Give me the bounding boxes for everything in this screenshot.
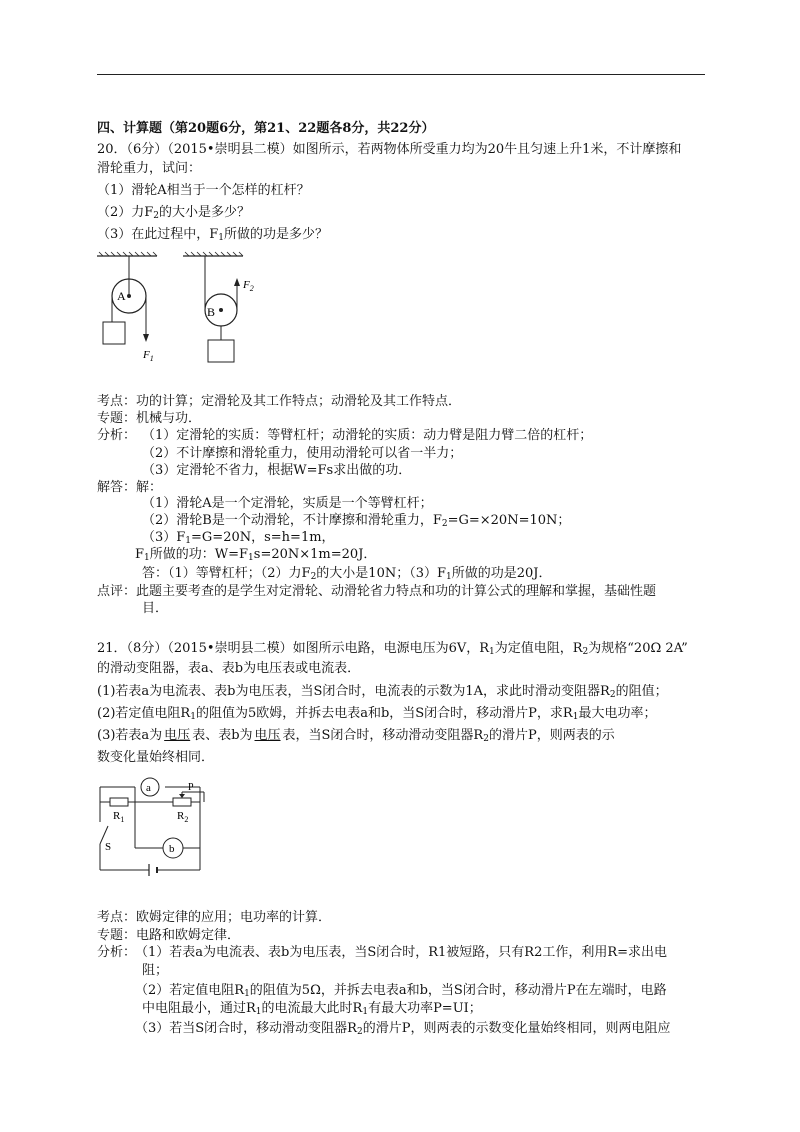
section-title: 四、计算题（第20题6分，第21、22题各8分，共22分） <box>97 121 435 136</box>
q20-kaodian: 考点：功的计算；定滑轮及其工作特点；动滑轮及其工作特点． <box>97 394 462 409</box>
q21-fenxi-3: （3）若当S闭合时，移动滑动变阻器$R_2$的滑片P，则两表的示数变化量始终相同，则两电阻应 <box>135 1021 671 1037</box>
q21-line2: 的滑动变阻器，表a、表b为电压表或电流表． <box>97 661 361 676</box>
q20-dianping-2: 目． <box>142 601 169 616</box>
q21-part3: (3)若表a为电压表、表b为电压表，当S闭合时，移动滑动变阻器$R_2$的滑片P，则两表的示 <box>97 728 615 744</box>
q21-part2: (2)若定值电阻$R_1$的阻值为5欧姆，并拆去电表a和b，当S闭合时，移动滑片P，求$R_1$最大电功率； <box>97 706 657 722</box>
pulley-figure <box>95 250 265 365</box>
q20-zhuanti: 专题：机械与功． <box>97 411 202 426</box>
r1-label: $R_1$ <box>113 810 125 824</box>
switch-label: S <box>105 841 112 853</box>
q20-line2: 滑轮重力，试问： <box>97 161 202 176</box>
q20-part2: （2）力$F_2$的大小是多少？ <box>97 205 251 221</box>
q21-fenxi-2: （2）若定值电阻$R_1$的阻值为5Ω，并拆去电表a和b，当S闭合时，移动滑片P在左端时，电路 <box>135 983 667 999</box>
q20-answer-4: $F_1$所做的功：$W=F_1s=20N\times 1m=20J$． <box>135 547 377 563</box>
q21-fenxi-label: 分析： <box>97 945 137 960</box>
q20-fenxi-2: （2）不计摩擦和滑轮重力，使用动滑轮可以省一半力； <box>142 446 463 461</box>
q21-line1: 21．（8分）（2015•崇明县二模）如图所示电路，电源电压为6V，$R_1$为定值电阻，$R_2$为规格“20Ω 2A” <box>97 641 688 657</box>
q20-dianping-1: 点评：此题主要考查的是学生对定滑轮、动滑轮省力特点和功的计算公式的理解和掌握，基础性题 <box>97 584 657 599</box>
circuit-figure <box>95 770 215 880</box>
blank-answer-a: 电压 <box>164 728 191 743</box>
q20-answer-1: （1）滑轮A是一个定滑轮，实质是一个等臂杠杆； <box>142 496 433 511</box>
p-label: P <box>188 782 194 793</box>
q20-fenxi-1: （1）定滑轮的实质：等臂杠杆；动滑轮的实质：动力臂是阻力臂二倍的杠杆； <box>142 428 593 443</box>
q21-fenxi-1: （1）若表a为电流表、表b为电压表，当S闭合时，R1被短路，只有R2工作，利用R=求出电 <box>135 945 668 960</box>
q21-zhuanti: 专题：电路和欧姆定律． <box>97 928 241 943</box>
q21-fenxi-2c: 中电阻最小，通过$R_1$的电流最大此时$R_1$有最大功率P=UI； <box>142 1001 482 1017</box>
header-rule <box>97 74 705 75</box>
pulley-a-label: A <box>117 289 126 303</box>
q20-part1: （1）滑轮A相当于一个怎样的杠杆？ <box>97 183 310 198</box>
f2-label: $F_2$ <box>243 279 254 293</box>
q20-part3: （3）在此过程中，$F_1$所做的功是多少？ <box>97 227 329 243</box>
q21-kaodian: 考点：欧姆定律的应用；电功率的计算． <box>97 910 332 925</box>
meter-a-label: a <box>146 782 151 794</box>
q21-part1: (1)若表a为电流表、表b为电压表，当S闭合时，电流表的示数为1A，求此时滑动变阻器$R_2$的阻值； <box>97 684 668 700</box>
q20-jieda-label: 解答：解： <box>97 480 163 495</box>
blank-answer-b: 电压 <box>254 728 281 743</box>
q20-answer-2: （2）滑轮B是一个动滑轮，不计摩擦和滑轮重力，$F_2=G=\times 20N=10N$； <box>142 513 571 529</box>
meter-b-label: b <box>169 843 175 855</box>
pulley-b-label: B <box>207 305 216 319</box>
q20-line1: 20．（6分）（2015•崇明县二模）如图所示，若两物体所受重力均为20牛且匀速上升1米，不计摩擦和 <box>97 142 682 157</box>
q20-fenxi-label: 分析： <box>97 428 137 443</box>
q20-answer-3: $(3)F_1=G=20N$，s=h=1m， <box>142 530 335 546</box>
q20-final-answer: 答：（1）等臂杠杆；（2）力$F_2$的大小是10N；$(3)F_1$所做的功是20J． <box>142 566 552 582</box>
r2-label: $R_2$ <box>177 810 189 824</box>
f1-label: $F_1$ <box>143 349 154 363</box>
q21-fenxi-1b: 阻； <box>142 963 169 978</box>
q21-part3-cont: 数变化量始终相同． <box>97 750 215 765</box>
q20-fenxi-3: （3）定滑轮不省力，根据W=Fs求出做的功． <box>142 463 412 478</box>
